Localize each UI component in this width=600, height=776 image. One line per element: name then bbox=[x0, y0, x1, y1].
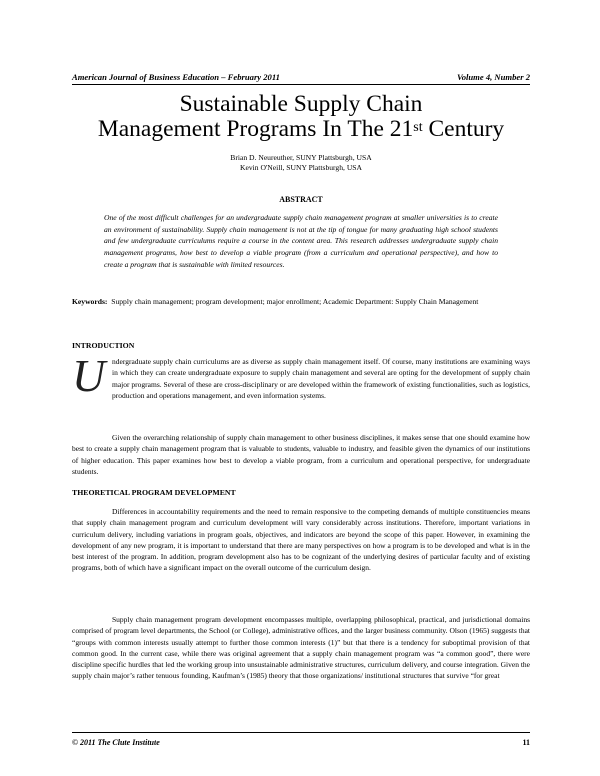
keywords-text: Supply chain management; program development; major enrollment; Academic Department: Supply Chain Management bbox=[111, 297, 479, 306]
keywords bbox=[72, 296, 530, 307]
page-footer bbox=[72, 738, 530, 747]
abstract-text: One of the most difficult challenges for an undergraduate supply chain management program at smaller universities is to create an environment of sustainability. Supply chain management is not at the tip of tongue for many graduating high school students and few undergraduate curriculums require a course in the content area. This research addresses undergraduate supply chain management programs, how best to develop a viable program (from a curriculum and operational perspective), and how to create a program that is sustainable with limited resources. bbox=[104, 213, 498, 269]
author-2: Kevin O'Neill, SUNY Plattsburgh, USA bbox=[239, 162, 363, 172]
copyright: © 2011 The Clute Institute bbox=[72, 738, 160, 747]
author-list bbox=[72, 153, 530, 172]
header-rule bbox=[72, 84, 530, 85]
running-header bbox=[72, 72, 530, 82]
volume-number: Volume 4, Number 2 bbox=[456, 72, 530, 82]
introduction-heading: INTRODUCTION bbox=[72, 341, 135, 350]
introduction-paragraph-1: Undergraduate supply chain curriculums are as diverse as supply chain management itself. Of course, many institutions are examining ways in which they can create undergraduate exposure to supply chain management and several are opting for the development of supply chain major programs. Several of these are cross-disciplinary or are developed within the framework of existing functionalities, such as logistics, production and operations management, and even information systems. bbox=[72, 350, 530, 401]
introduction-paragraph-2: Given the overarching relationship of supply chain management to other business disciplines, it makes sense that one should examine how best to create a supply chain management program that is valuable to students, valuable to industry, and feasible given the dynamics of our institutions of higher education. This paper examines how best to develop a viable program, from a curriculum and operational perspective, for undergraduate students. bbox=[72, 433, 530, 476]
abstract-heading: ABSTRACT bbox=[279, 195, 323, 204]
paper-title bbox=[72, 92, 530, 142]
author-1: Brian D. Neureuther, SUNY Plattsburgh, USA bbox=[230, 153, 372, 162]
drop-cap: U bbox=[72, 350, 106, 401]
theory-heading: THEORETICAL PROGRAM DEVELOPMENT bbox=[72, 488, 236, 497]
footer-rule bbox=[72, 732, 530, 733]
theory-paragraph-1: Differences in accountability requirements and the need to remain responsive to the competing demands of multiple constituencies means that supply chain management program and curriculum development will vary considerably across institutions. Therefore, important variations in curriculum delivery, including variations in program goals, objectives, and indicators are beyond the scope of this paper. However, in examining the development of any new program, it is important to understand that there are many perspectives on how a program is to be developed and what is in the best interest of the program. In addition, program development also has to be cognizant of the underlying desires of particular faculty and of existing programs, both of which have a significant impact on the overall outcome of the curriculum design. bbox=[72, 507, 530, 573]
page-number: 11 bbox=[522, 738, 530, 747]
title-line-1: Sustainable Supply Chain bbox=[179, 91, 423, 117]
journal-name: American Journal of Business Education – February 2011 bbox=[72, 72, 280, 82]
title-line-2: Management Programs In The 21st Century bbox=[97, 116, 505, 142]
keywords-label: Keywords: bbox=[72, 297, 108, 306]
theory-paragraph-2: Supply chain management program development encompasses multiple, overlapping philosophical, practical, and jurisdictional domains comprised of program level departments, the School (or College), administrative offices, and the larger business community. Olson (1965) suggests that “groups with common interests usually attempt to further those common interests (1)” but that there is a tendency for suboptimal provision of that common good. In the current case, while there was original agreement that a supply chain management program was “a common good”, there were discipline specific hurdles that led the working group into unsustainable administrative structures, curriculum delivery, and course integration. Given the supply chain major’s rather tenuous founding, Kaufman’s (1985) theory that those organizations/ institutional structures that survive “for great bbox=[72, 615, 530, 681]
